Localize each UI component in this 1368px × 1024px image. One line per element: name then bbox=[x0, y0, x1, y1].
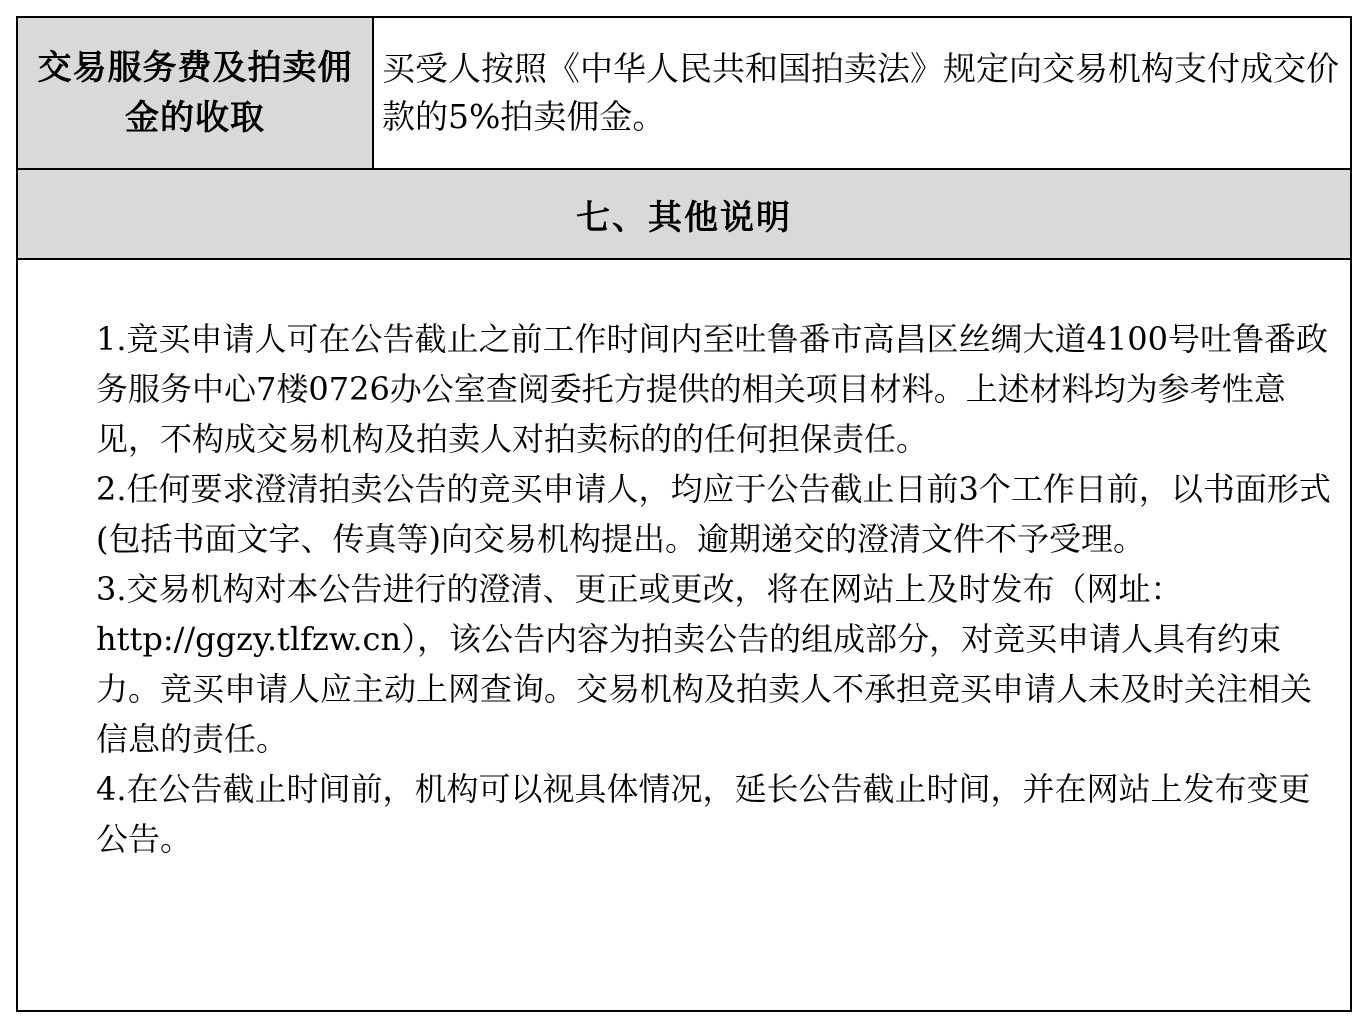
fee-row bbox=[18, 18, 1350, 170]
note-item: 2.任何要求澄清拍卖公告的竞买申请人，均应于公告截止日前3个工作日前，以书面形式(包括书面文字、传真等)向交易机构提出。逾期递交的澄清文件不予受理。 bbox=[96, 470, 1331, 558]
note-item: 3.交易机构对本公告进行的澄清、更正或更改，将在网站上及时发布（网址：http://ggzy.tlfzw.cn），该公告内容为拍卖公告的组成部分，对竞买申请人具有约束力。竞买申请人应主动上网查询。交易机构及拍卖人不承担竞买申请人未及时关注相关信息的责任。 bbox=[96, 570, 1313, 758]
section-header bbox=[18, 170, 1350, 260]
note-item: 1.竞买申请人可在公告截止之前工作时间内至吐鲁番市高昌区丝绸大道4100号吐鲁番政务服务中心7楼0726办公室查阅委托方提供的相关项目材料。上述材料均为参考性意见，不构成交易机构及拍卖人对拍卖标的的任何担保责任。 bbox=[96, 320, 1328, 458]
note-item: 4.在公告截止时间前，机构可以视具体情况，延长公告截止时间，并在网站上发布变更公告。 bbox=[96, 770, 1311, 858]
fee-label: 交易服务费及拍卖佣金的收取 bbox=[18, 18, 374, 168]
announcement-table bbox=[16, 16, 1352, 1012]
fee-value: 买受人按照《中华人民共和国拍卖法》规定向交易机构支付成交价款的5%拍卖佣金。 bbox=[382, 49, 1339, 136]
section-title: 七、其他说明 bbox=[576, 197, 792, 238]
notes-body bbox=[18, 260, 1350, 1010]
